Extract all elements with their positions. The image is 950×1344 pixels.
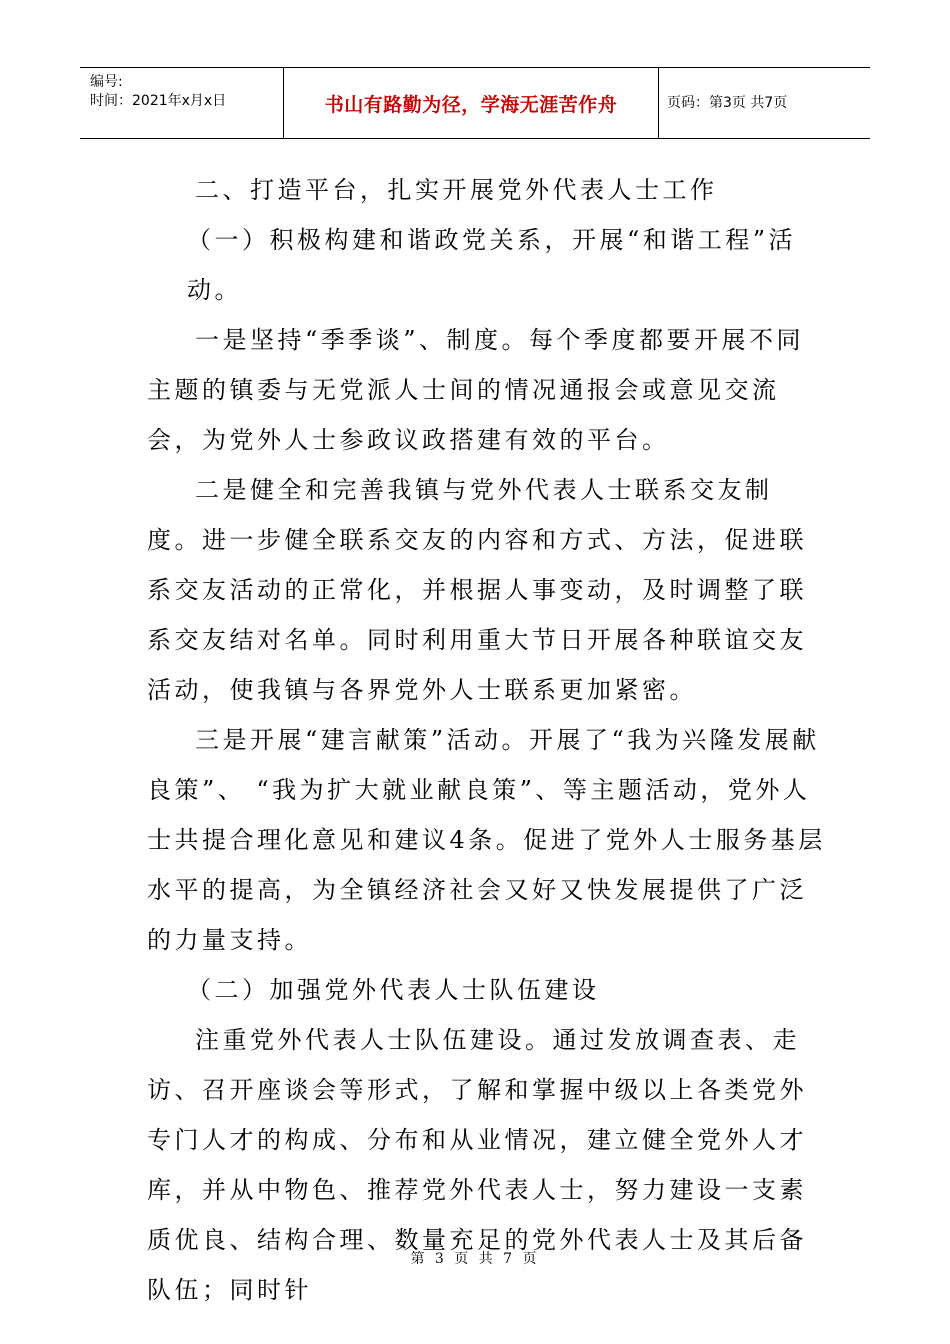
paragraph-4: 注重党外代表人士队伍建设。通过发放调查表、走访、召开座谈会等形式，了解和掌握中级以上各类党外专门人才的构成、分布和从业情况，建立健全党外人才库，并从中物色、推荐党外代表人士，努力建设一支素质优良、结构合理、数量充足的党外代表人士及其后备队伍；同时针 (147, 1026, 807, 1304)
subsection-heading-1: （一）积极构建和谐政党关系，开展“和谐工程”活动。 (187, 226, 797, 304)
document-number-label: 编号: (90, 74, 123, 90)
header-motto-cell (284, 68, 659, 138)
section-heading: 二、打造平台，扎实开展党外代表人士工作 (195, 176, 718, 204)
subsection-heading-2: （二）加强党外代表人士队伍建设 (187, 976, 600, 1004)
paragraph-3: 三是开展“建言献策”活动。开展了“我为兴隆发展献良策”、 “我为扩大就业献良策”、等主题活动，党外人士共提合理化意见和建议4条。促进了党外人士服务基层水平的提高，为全镇经济社会又好又快发展提供了广泛的力量支持。 (147, 726, 826, 954)
page-header (80, 67, 870, 139)
paragraph-2: 二是健全和完善我镇与党外代表人士联系交友制度。进一步健全联系交友的内容和方式、方法，促进联系交友活动的正常化，并根据人事变动，及时调整了联系交友结对名单。同时利用重大节日开展各种联谊交友活动，使我镇与各界党外人士联系更加紧密。 (147, 476, 807, 704)
page-footer: 第 3 页 共 7 页 (410, 1251, 540, 1267)
header-page-cell (659, 68, 870, 138)
header-motto: 书山有路勤为径，学海无涯苦作舟 (324, 94, 618, 116)
document-date-label: 时间：2021年x月x日 (90, 93, 227, 109)
header-meta-cell (80, 68, 284, 138)
header-page-label: 页码：第3页 共7页 (667, 95, 788, 111)
document-body (147, 165, 827, 1315)
paragraph-1: 一是坚持“季季谈”、制度。每个季度都要开展不同主题的镇委与无党派人士间的情况通报会或意见交流会，为党外人士参政议政搭建有效的平台。 (147, 326, 805, 454)
